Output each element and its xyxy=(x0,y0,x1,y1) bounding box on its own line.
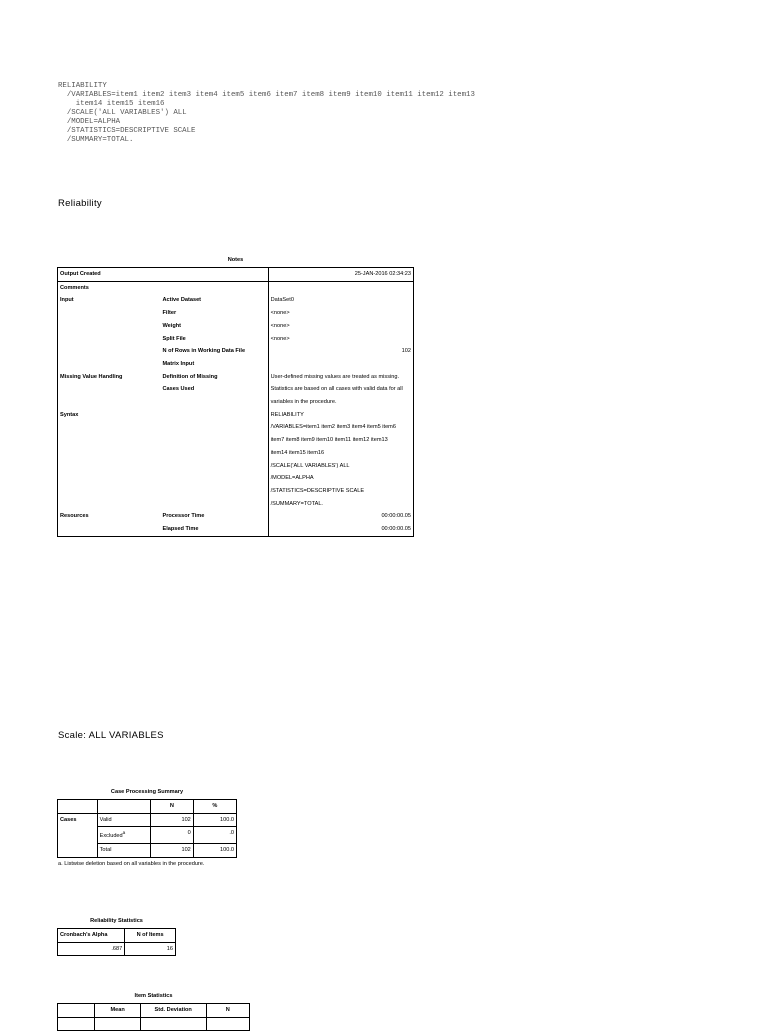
syntax-line: /SUMMARY=TOTAL. xyxy=(270,500,323,507)
table-row xyxy=(58,942,176,956)
weight-label: Weight xyxy=(162,322,182,329)
excluded-footnote-marker: a xyxy=(122,830,126,836)
output-created-value: 25-JAN-2016 02:34:23 xyxy=(268,268,413,282)
items-value: 16 xyxy=(125,942,176,956)
case-processing-footnote: a. Listwise deletion based on all variables in the procedure. xyxy=(58,861,205,867)
comments-label: Comments xyxy=(60,284,89,291)
syntax-line: item14 item15 item16 xyxy=(270,449,325,456)
cases-used-label: Cases Used xyxy=(162,386,195,393)
item-stats-table xyxy=(57,1003,250,1031)
col-items: N of Items xyxy=(125,929,176,943)
active-dataset-label: Active Dataset xyxy=(162,297,202,304)
rows-value: 102 xyxy=(268,345,413,358)
filter-label: Filter xyxy=(162,310,177,317)
total-pct: 100.0 xyxy=(193,843,236,857)
excluded-pct: .0 xyxy=(193,827,236,844)
weight-value: <none> xyxy=(268,320,413,333)
reliability-stats-title: Reliability Statistics xyxy=(90,918,143,924)
table-row xyxy=(58,358,414,371)
table-row xyxy=(58,294,414,307)
cases-used-value: Statistics are based on all cases with valid data for all variables in the procedure. xyxy=(268,383,413,408)
col-n: N xyxy=(206,1004,249,1018)
table-row xyxy=(58,510,414,523)
cases-label: Cases xyxy=(58,813,98,827)
output-created-label: Output Created xyxy=(58,268,161,282)
table-row xyxy=(58,281,414,294)
table-row xyxy=(58,307,414,320)
table-row xyxy=(58,929,176,943)
active-dataset-value: DataSet0 xyxy=(268,294,413,307)
syntax-line: RELIABILITY xyxy=(270,411,304,418)
filter-value: <none> xyxy=(268,307,413,320)
syntax-value xyxy=(268,409,413,511)
definition-value: User-defined missing values are treated as missing. xyxy=(268,371,413,384)
syntax-block: RELIABILITY /VARIABLES=item1 item2 item3 item4 item5 item6 item7 item8 item9 item10 item11 item12 item13 item14 item15 item16 /SCALE('ALL VARIABLES') ALL /MODEL=ALPHA /STATISTICS=DESCRIPTIVE SCALE /SUMMARY=TOTAL. xyxy=(58,82,475,144)
col-pct: % xyxy=(193,800,236,814)
elapsed-time-label: Elapsed Time xyxy=(162,526,199,533)
case-processing-table xyxy=(57,799,237,858)
syntax-line: /MODEL=ALPHA xyxy=(270,475,314,482)
alpha-value: .687 xyxy=(58,942,125,956)
table-row xyxy=(58,813,237,827)
table-row xyxy=(58,1004,250,1018)
total-label: Total xyxy=(97,843,150,857)
input-label: Input xyxy=(60,297,74,304)
col-mean: Mean xyxy=(95,1004,140,1018)
processor-time-value: 00:00:00.05 xyxy=(268,510,413,523)
scale-heading: Scale: ALL VARIABLES xyxy=(58,730,164,741)
syntax-line: /SCALE('ALL VARIABLES') ALL xyxy=(270,462,350,469)
missing-label: Missing Value Handling xyxy=(60,373,123,380)
elapsed-time-value: 00:00:00.05 xyxy=(268,523,413,536)
split-file-label: Split File xyxy=(162,335,186,342)
case-processing-title: Case Processing Summary xyxy=(110,789,184,795)
table-row xyxy=(58,268,414,282)
item-stats-title: Item Statistics xyxy=(134,993,173,999)
table-row xyxy=(58,523,414,536)
table-row xyxy=(58,333,414,346)
processor-time-label: Processor Time xyxy=(162,513,205,520)
table-row xyxy=(58,371,414,384)
valid-n: 102 xyxy=(150,813,193,827)
table-row xyxy=(58,409,414,511)
valid-label: Valid xyxy=(97,813,150,827)
excluded-label: Excluded$^a$ xyxy=(97,827,150,844)
col-sd: Std. Deviation xyxy=(140,1004,206,1018)
table-row xyxy=(58,320,414,333)
split-file-value: <none> xyxy=(268,333,413,346)
table-row xyxy=(58,1017,250,1031)
col-alpha: Cronbach's Alpha xyxy=(58,929,125,943)
definition-label: Definition of Missing xyxy=(162,373,218,380)
notes-title: Notes xyxy=(227,257,244,263)
rows-label: N of Rows in Working Data File xyxy=(162,348,246,355)
total-n: 102 xyxy=(150,843,193,857)
notes-table xyxy=(57,267,414,537)
table-row xyxy=(58,345,414,358)
syntax-label: Syntax xyxy=(60,411,79,418)
table-row xyxy=(58,843,237,857)
col-n: N xyxy=(150,800,193,814)
syntax-line: /VARIABLES=item1 item2 item3 item4 item5 item6 item7 item8 item9 item10 item11 item12 item13 xyxy=(270,424,396,444)
excluded-n: 0 xyxy=(150,827,193,844)
table-row xyxy=(58,800,237,814)
matrix-input-label: Matrix Input xyxy=(162,360,195,367)
reliability-heading: Reliability xyxy=(58,198,102,209)
reliability-stats-table xyxy=(57,928,176,956)
resources-label: Resources xyxy=(60,513,89,520)
valid-pct: 100.0 xyxy=(193,813,236,827)
table-row xyxy=(58,383,414,408)
table-row xyxy=(58,827,237,844)
syntax-line: /STATISTICS=DESCRIPTIVE SCALE xyxy=(270,487,365,494)
